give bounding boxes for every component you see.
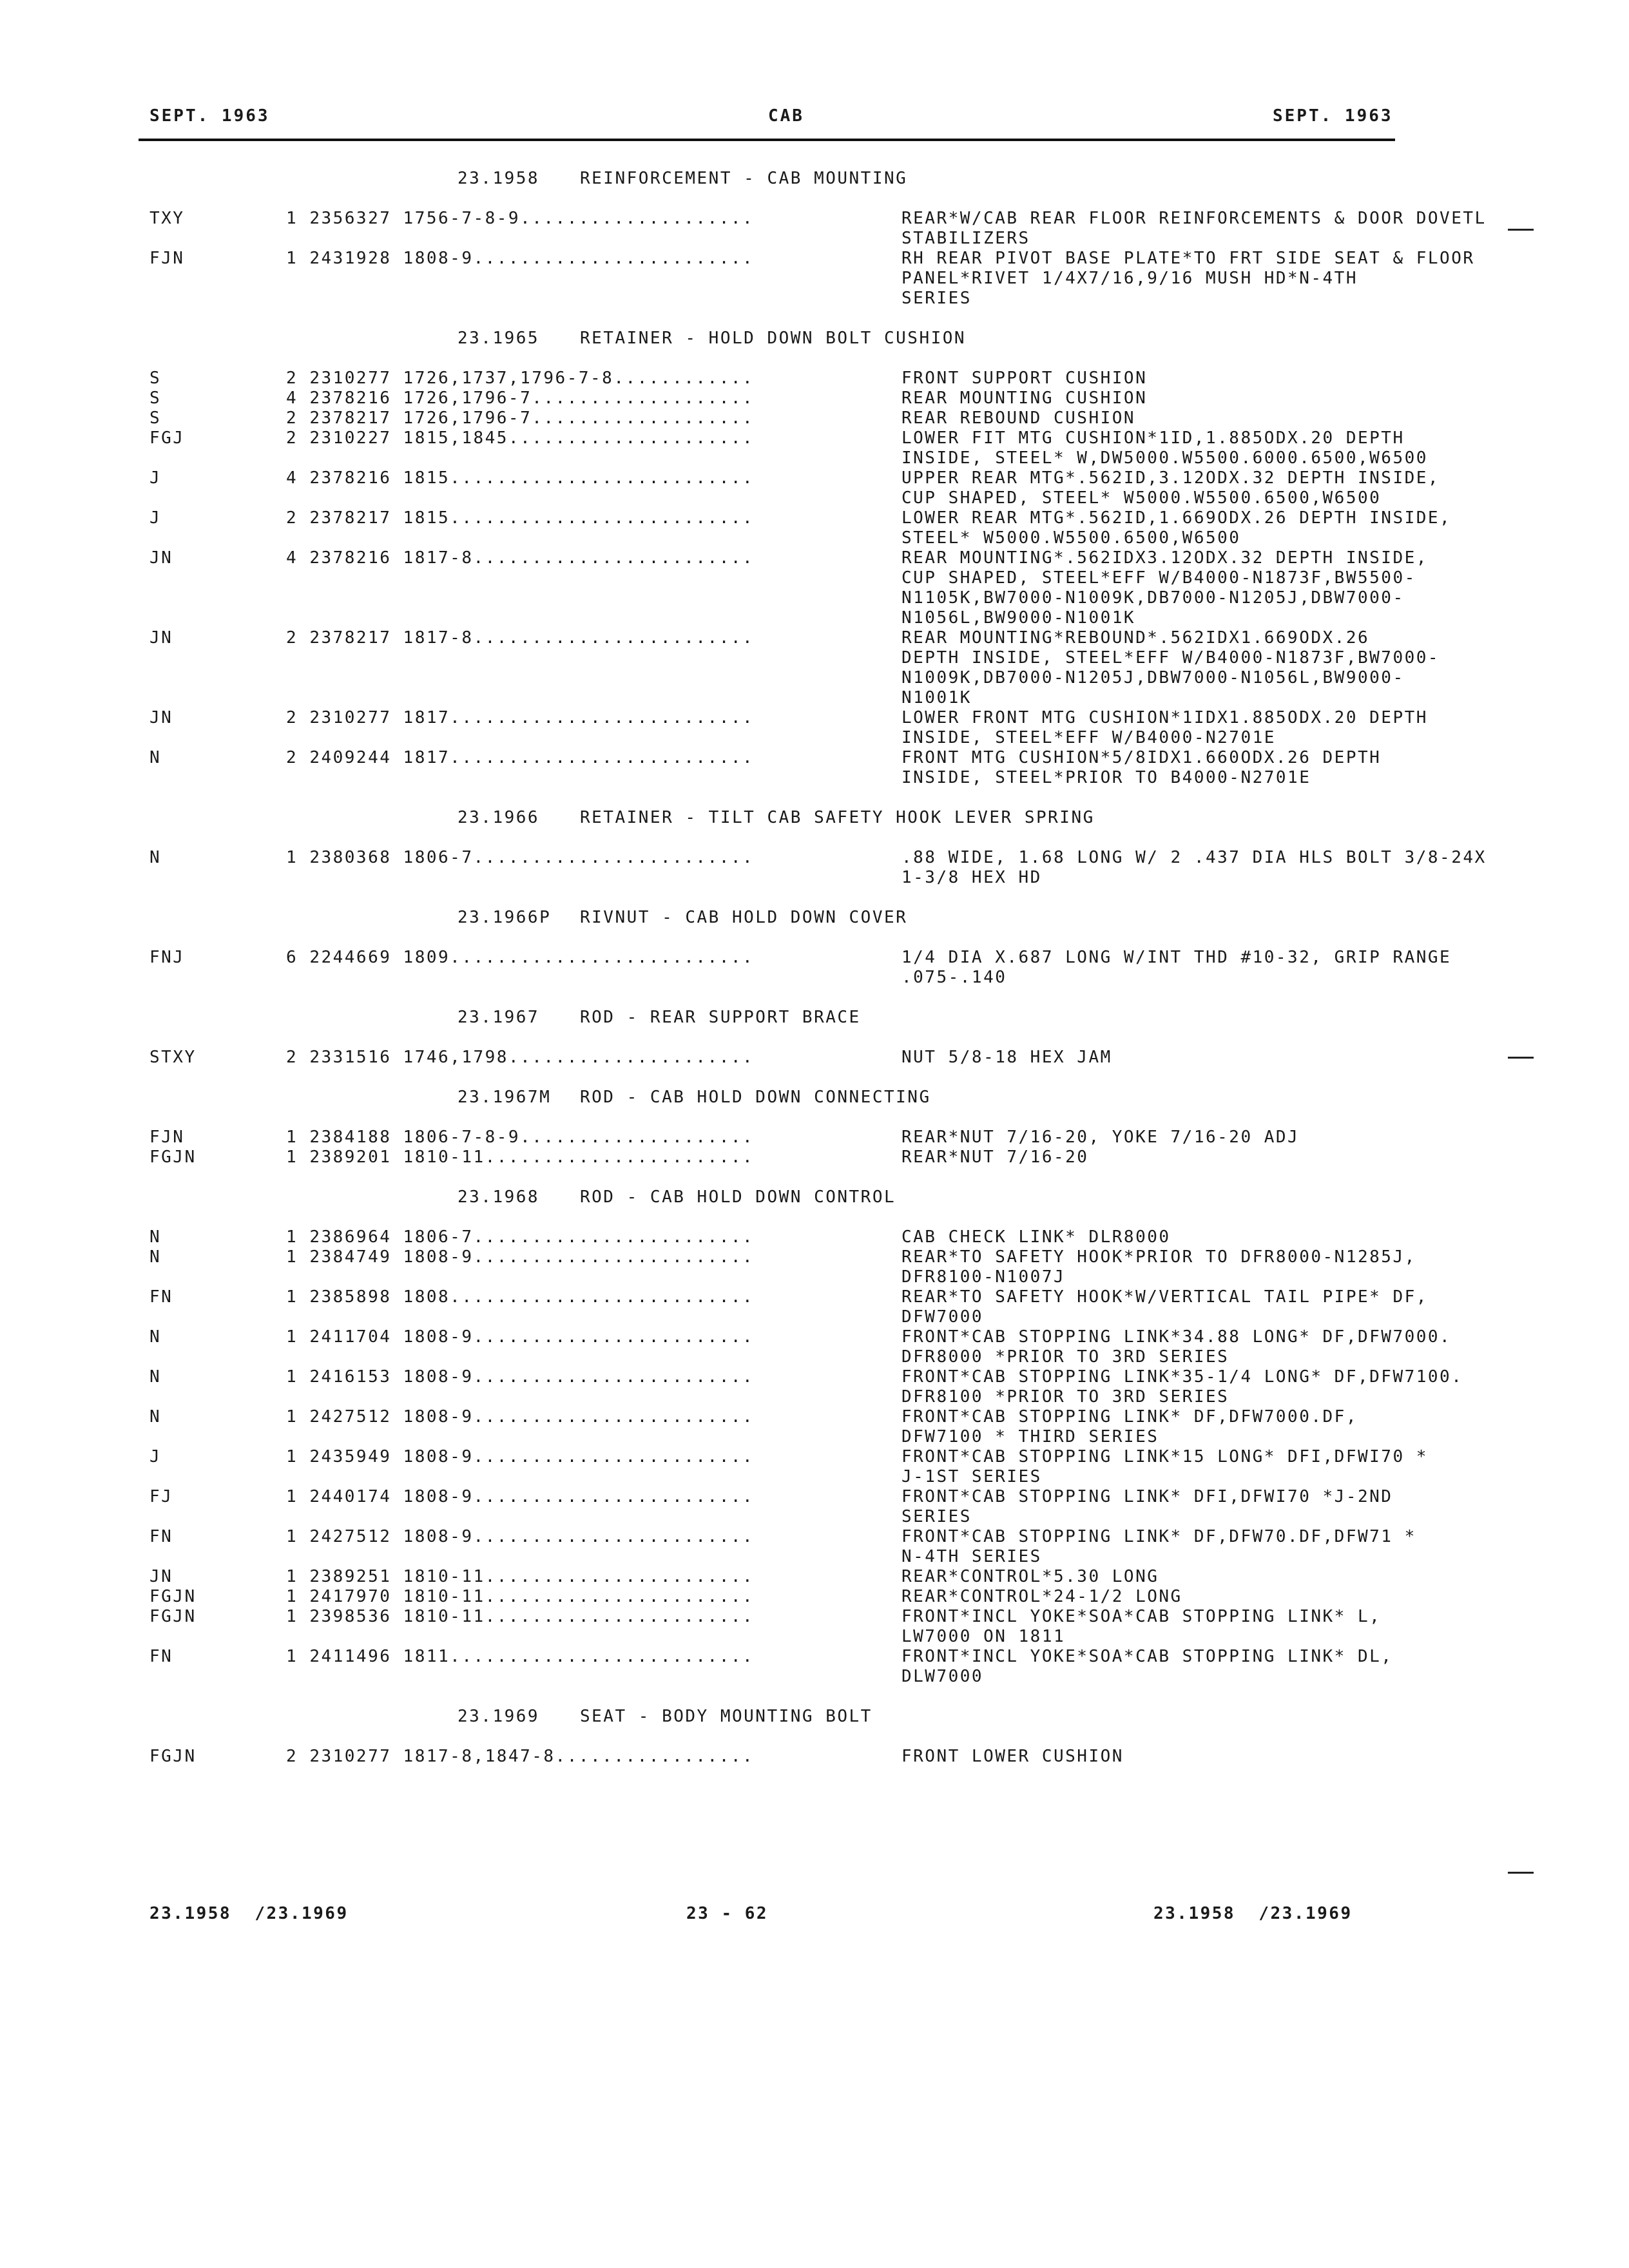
leader-dots: ........................ — [473, 1247, 755, 1267]
quantity: 1 — [286, 1148, 298, 1167]
part-entry — [149, 389, 1412, 408]
leader-dots: ........................ — [473, 1227, 755, 1247]
leader-dots: ........................ — [473, 1447, 755, 1466]
part-number: 2409244 — [309, 748, 392, 767]
part-entry — [149, 1367, 1463, 1407]
part-description: NUT 5/8-18 HEX JAM — [901, 1048, 1112, 1067]
part-reference — [286, 1647, 901, 1687]
part-number: 2378216 — [309, 389, 392, 408]
part-number: 2378217 — [309, 508, 392, 528]
model-code: S — [149, 369, 162, 388]
leader-dots: ........................ — [473, 628, 755, 648]
section-number: 23.1967M — [458, 1088, 552, 1107]
part-description: FRONT*CAB STOPPING LINK* DF,DFW7000.DF, DFW7100 * THIRD SERIES — [901, 1407, 1358, 1446]
leader-dots: ............ — [613, 369, 755, 388]
quantity: 1 — [286, 1587, 298, 1606]
model-code: S — [149, 389, 162, 408]
part-entry — [149, 708, 1428, 748]
part-reference — [286, 428, 901, 468]
quantity: 4 — [286, 468, 298, 488]
part-number: 2427512 — [309, 1527, 392, 1546]
model-years: 1726,1737,1796-7-8 — [403, 369, 614, 388]
model-code: J — [149, 468, 162, 488]
model-code: FGJN — [149, 1607, 197, 1626]
part-description: LOWER REAR MTG*.562ID,1.669ODX.26 DEPTH INSIDE, STEEL* W5000.W5500.6500,W6500 — [901, 508, 1452, 548]
parts-list — [149, 169, 1487, 1787]
section-number: 23.1965 — [458, 329, 540, 348]
part-reference — [286, 948, 901, 988]
model-years: 1726,1796-7 — [403, 408, 532, 428]
model-code: FGJN — [149, 1747, 197, 1766]
section-title: SEAT - BODY MOUNTING BOLT — [580, 1707, 872, 1726]
part-number: 2435949 — [309, 1447, 392, 1466]
section-title: RETAINER - TILT CAB SAFETY HOOK LEVER SPRING — [580, 808, 1095, 827]
part-number: 2356327 — [309, 209, 392, 228]
section-title: RETAINER - HOLD DOWN BOLT CUSHION — [580, 329, 967, 348]
part-reference — [286, 1227, 901, 1247]
part-entry — [149, 748, 1412, 788]
part-reference — [286, 1527, 901, 1567]
part-entry — [149, 1128, 1412, 1148]
leader-dots: .......................... — [450, 508, 755, 528]
model-years: 1808-9 — [403, 1487, 474, 1506]
section-header — [149, 908, 1412, 928]
model-years: 1810-11 — [403, 1148, 485, 1167]
header-date-right: SEPT. 1963 — [1273, 106, 1393, 126]
part-description: FRONT*INCL YOKE*SOA*CAB STOPPING LINK* DL, DLW7000 — [901, 1647, 1393, 1686]
model-code: JN — [149, 1567, 173, 1586]
part-description: REAR REBOUND CUSHION — [901, 408, 1136, 428]
part-description: FRONT LOWER CUSHION — [901, 1747, 1124, 1766]
section-header — [149, 1008, 1412, 1028]
section-header — [149, 1707, 1412, 1727]
model-years: 1808-9 — [403, 249, 474, 268]
quantity: 1 — [286, 1247, 298, 1267]
part-entry — [149, 1607, 1412, 1647]
part-reference — [286, 628, 901, 708]
part-number: 2310277 — [309, 369, 392, 388]
part-description: CAB CHECK LINK* DLR8000 — [901, 1227, 1171, 1247]
footer-range-left: 23.1958 /23.1969 — [149, 1904, 349, 1923]
footer-range-right: 23.1958 /23.1969 — [1153, 1904, 1353, 1923]
part-reference — [286, 848, 901, 888]
model-code: FGJ — [149, 428, 185, 448]
part-reference — [286, 1148, 901, 1168]
part-description: 1/4 DIA X.687 LONG W/INT THD #10-32, GRIP RANGE .075-.140 — [901, 948, 1452, 987]
leader-dots: .................... — [520, 1128, 755, 1147]
section-number: 23.1966 — [458, 808, 540, 827]
model-code: FJN — [149, 249, 185, 268]
part-reference — [286, 249, 901, 309]
part-description: LOWER FIT MTG CUSHION*1ID,1.885ODX.20 DEPTH INSIDE, STEEL* W,DW5000.W5500.6000.6500,W6500 — [901, 428, 1428, 468]
part-number: 2310227 — [309, 428, 392, 448]
model-code: N — [149, 1247, 162, 1267]
quantity: 2 — [286, 1048, 298, 1067]
section-title: ROD - CAB HOLD DOWN CONTROL — [580, 1187, 896, 1207]
part-reference — [286, 468, 901, 508]
part-entry — [149, 1747, 1412, 1767]
margin-tick-mark — [1508, 229, 1534, 231]
model-years: 1806-7-8-9 — [403, 1128, 521, 1147]
part-entry — [149, 249, 1475, 309]
part-number: 2384749 — [309, 1247, 392, 1267]
header-title: CAB — [768, 106, 804, 126]
part-number: 2411496 — [309, 1647, 392, 1666]
part-number: 2378217 — [309, 408, 392, 428]
leader-dots: ....................... — [485, 1567, 755, 1586]
part-reference — [286, 1367, 901, 1407]
part-description: FRONT SUPPORT CUSHION — [901, 369, 1148, 388]
model-code: JN — [149, 708, 173, 727]
header-rule — [139, 139, 1395, 141]
section-23-1965 — [149, 329, 1452, 788]
leader-dots: ....................... — [485, 1148, 755, 1167]
part-number: 2440174 — [309, 1487, 392, 1506]
model-code: J — [149, 1447, 162, 1466]
section-header — [149, 169, 1412, 189]
model-years: 1817-8 — [403, 628, 474, 648]
part-description: REAR*NUT 7/16-20 — [901, 1148, 1089, 1167]
quantity: 1 — [286, 1287, 298, 1307]
quantity: 2 — [286, 1747, 298, 1766]
leader-dots: ..................... — [508, 428, 755, 448]
section-number: 23.1967 — [458, 1008, 540, 1027]
part-number: 2378217 — [309, 628, 392, 648]
model-code: FJ — [149, 1487, 173, 1506]
model-years: 1817-8 — [403, 548, 474, 568]
section-number: 23.1969 — [458, 1707, 540, 1726]
part-number: 2386964 — [309, 1227, 392, 1247]
quantity: 1 — [286, 1567, 298, 1586]
section-header — [149, 329, 1412, 349]
part-reference — [286, 1487, 901, 1527]
leader-dots: ........................ — [473, 1527, 755, 1546]
leader-dots: ................... — [532, 389, 755, 408]
part-number: 2389251 — [309, 1567, 392, 1586]
part-entry — [149, 468, 1440, 508]
model-years: 1815,1845 — [403, 428, 508, 448]
part-number: 2331516 — [309, 1048, 392, 1067]
part-reference — [286, 369, 901, 389]
quantity: 1 — [286, 1407, 298, 1427]
section-23-1967M — [149, 1088, 1412, 1168]
part-reference — [286, 1048, 901, 1068]
quantity: 1 — [286, 1527, 298, 1546]
part-description: REAR*CONTROL*5.30 LONG — [901, 1567, 1159, 1586]
section-number: 23.1966P — [458, 908, 552, 927]
leader-dots: ................... — [532, 408, 755, 428]
part-reference — [286, 748, 901, 788]
part-entry — [149, 1327, 1452, 1367]
model-years: 1808-9 — [403, 1447, 474, 1466]
section-23-1966P — [149, 908, 1452, 988]
part-reference — [286, 708, 901, 748]
leader-dots: ................. — [555, 1747, 755, 1766]
model-years: 1811 — [403, 1647, 450, 1666]
model-code: JN — [149, 548, 173, 568]
margin-tick-mark — [1508, 1057, 1534, 1059]
part-description: LOWER FRONT MTG CUSHION*1IDX1.885ODX.20 DEPTH INSIDE, STEEL*EFF W/B4000-N2701E — [901, 708, 1428, 747]
leader-dots: ........................ — [473, 1407, 755, 1427]
footer-page-number: 23 - 62 — [686, 1904, 769, 1923]
part-description: FRONT*CAB STOPPING LINK*35-1/4 LONG* DF,DFW7100. DFR8100 *PRIOR TO 3RD SERIES — [901, 1367, 1463, 1407]
section-23-1966 — [149, 808, 1487, 888]
model-years: 1726,1796-7 — [403, 389, 532, 408]
part-description: FRONT*CAB STOPPING LINK*34.88 LONG* DF,DFW7000. DFR8000 *PRIOR TO 3RD SERIES — [901, 1327, 1452, 1367]
leader-dots: ........................ — [473, 249, 755, 268]
part-description: REAR*TO SAFETY HOOK*W/VERTICAL TAIL PIPE* DF, DFW7000 — [901, 1287, 1428, 1327]
section-header — [149, 1088, 1412, 1108]
model-years: 1746,1798 — [403, 1048, 508, 1067]
model-years: 1806-7 — [403, 848, 474, 867]
leader-dots: ........................ — [473, 1327, 755, 1347]
part-description: FRONT*CAB STOPPING LINK*15 LONG* DFI,DFWI70 * J-1ST SERIES — [901, 1447, 1428, 1486]
part-description: FRONT*INCL YOKE*SOA*CAB STOPPING LINK* L, LW7000 ON 1811 — [901, 1607, 1382, 1646]
part-reference — [286, 508, 901, 548]
part-entry — [149, 1647, 1412, 1687]
part-number: 2244669 — [309, 948, 392, 967]
part-reference — [286, 209, 901, 249]
part-reference — [286, 1128, 901, 1148]
model-code: N — [149, 1227, 162, 1247]
header-date-left: SEPT. 1963 — [149, 106, 270, 126]
part-description: REAR*W/CAB REAR FLOOR REINFORCEMENTS & DOOR DOVETL STABILIZERS — [901, 209, 1487, 248]
model-years: 1815 — [403, 508, 450, 528]
part-description: REAR MOUNTING CUSHION — [901, 389, 1148, 408]
part-reference — [286, 408, 901, 428]
model-code: J — [149, 508, 162, 528]
leader-dots: ........................ — [473, 1487, 755, 1506]
model-code: FN — [149, 1647, 173, 1666]
leader-dots: .......................... — [450, 1287, 755, 1307]
model-years: 1817 — [403, 748, 450, 767]
part-description: FRONT*CAB STOPPING LINK* DF,DFW70.DF,DFW71 * N-4TH SERIES — [901, 1527, 1416, 1566]
model-years: 1810-11 — [403, 1587, 485, 1606]
quantity: 1 — [286, 1327, 298, 1347]
part-entry — [149, 948, 1452, 988]
part-number: 2384188 — [309, 1128, 392, 1147]
part-entry — [149, 848, 1487, 888]
quantity: 1 — [286, 1487, 298, 1506]
part-reference — [286, 389, 901, 408]
part-entry — [149, 1048, 1412, 1068]
model-years: 1806-7 — [403, 1227, 474, 1247]
model-code: JN — [149, 628, 173, 648]
part-entry — [149, 408, 1412, 428]
model-code: N — [149, 748, 162, 767]
section-23-1967 — [149, 1008, 1412, 1068]
leader-dots: .......................... — [450, 708, 755, 727]
part-description: RH REAR PIVOT BASE PLATE*TO FRT SIDE SEAT & FLOOR PANEL*RIVET 1/4X7/16,9/16 MUSH HD*N-4TH SERIES — [901, 249, 1475, 308]
leader-dots: ..................... — [508, 1048, 755, 1067]
quantity: 1 — [286, 1128, 298, 1147]
leader-dots: .......................... — [450, 468, 755, 488]
quantity: 6 — [286, 948, 298, 967]
part-description: REAR*TO SAFETY HOOK*PRIOR TO DFR8000-N1285J, DFR8100-N1007J — [901, 1247, 1416, 1287]
model-code: FGJN — [149, 1148, 197, 1167]
quantity: 1 — [286, 1647, 298, 1666]
quantity: 1 — [286, 848, 298, 867]
part-reference — [286, 1287, 901, 1327]
margin-tick-mark — [1508, 1872, 1534, 1874]
part-description: FRONT*CAB STOPPING LINK* DFI,DFWI70 *J-2ND SERIES — [901, 1487, 1393, 1526]
model-years: 1808-9 — [403, 1327, 474, 1347]
model-years: 1808-9 — [403, 1367, 474, 1387]
part-reference — [286, 1587, 901, 1607]
leader-dots: ........................ — [473, 1367, 755, 1387]
part-description: .88 WIDE, 1.68 LONG W/ 2 .437 DIA HLS BOLT 3/8-24X 1-3/8 HEX HD — [901, 848, 1487, 887]
part-number: 2416153 — [309, 1367, 392, 1387]
quantity: 2 — [286, 369, 298, 388]
model-code: FJN — [149, 1128, 185, 1147]
part-number: 2431928 — [309, 249, 392, 268]
part-number: 2389201 — [309, 1148, 392, 1167]
model-years: 1808-9 — [403, 1247, 474, 1267]
quantity: 1 — [286, 249, 298, 268]
part-reference — [286, 1247, 901, 1287]
quantity: 2 — [286, 748, 298, 767]
part-reference — [286, 1407, 901, 1447]
quantity: 1 — [286, 1447, 298, 1466]
part-reference — [286, 1567, 901, 1587]
part-description: REAR MOUNTING*.562IDX3.12ODX.32 DEPTH INSIDE, CUP SHAPED, STEEL*EFF W/B4000-N1873F,BW5500- N1105K,BW7000-N1009K,DB7000-N1205J,DBW7000- N1056L,BW9000-N1001K — [901, 548, 1428, 628]
part-number: 2378216 — [309, 468, 392, 488]
model-code: N — [149, 1327, 162, 1347]
leader-dots: ........................ — [473, 848, 755, 867]
leader-dots: ....................... — [485, 1587, 755, 1606]
part-number: 2385898 — [309, 1287, 392, 1307]
leader-dots: .......................... — [450, 948, 755, 967]
part-entry — [149, 1567, 1412, 1587]
model-code: N — [149, 848, 162, 867]
part-number: 2411704 — [309, 1327, 392, 1347]
section-title: ROD - CAB HOLD DOWN CONNECTING — [580, 1088, 931, 1107]
leader-dots: .......................... — [450, 1647, 755, 1666]
part-number: 2417970 — [309, 1587, 392, 1606]
part-description: FRONT MTG CUSHION*5/8IDX1.660ODX.26 DEPTH INSIDE, STEEL*PRIOR TO B4000-N2701E — [901, 748, 1382, 787]
part-description: UPPER REAR MTG*.562ID,3.12ODX.32 DEPTH INSIDE, CUP SHAPED, STEEL* W5000.W5500.6500,W6500 — [901, 468, 1440, 508]
quantity: 1 — [286, 1367, 298, 1387]
part-reference — [286, 1747, 901, 1767]
model-code: TXY — [149, 209, 185, 228]
part-reference — [286, 1327, 901, 1367]
model-code: FN — [149, 1527, 173, 1546]
part-number: 2310277 — [309, 1747, 392, 1766]
model-years: 1808-9 — [403, 1527, 474, 1546]
section-title: REINFORCEMENT - CAB MOUNTING — [580, 169, 908, 188]
model-years: 1810-11 — [403, 1567, 485, 1586]
quantity: 2 — [286, 628, 298, 648]
section-23-1958 — [149, 169, 1487, 309]
part-entry — [149, 1247, 1416, 1287]
part-entry — [149, 1148, 1412, 1168]
part-description: REAR*CONTROL*24-1/2 LONG — [901, 1587, 1182, 1606]
part-entry — [149, 1447, 1428, 1487]
part-entry — [149, 1487, 1412, 1527]
part-reference — [286, 548, 901, 628]
part-entry — [149, 1227, 1412, 1247]
part-entry — [149, 209, 1487, 249]
leader-dots: ....................... — [485, 1607, 755, 1626]
quantity: 4 — [286, 389, 298, 408]
model-years: 1810-11 — [403, 1607, 485, 1626]
section-header — [149, 808, 1412, 828]
part-entry — [149, 1287, 1428, 1327]
model-code: N — [149, 1367, 162, 1387]
quantity: 2 — [286, 408, 298, 428]
part-description: REAR MOUNTING*REBOUND*.562IDX1.669ODX.26 DEPTH INSIDE, STEEL*EFF W/B4000-N1873F,BW7000- N1009K,DB7000-N1205J,DBW7000-N1056L,BW9000- N1001K — [901, 628, 1440, 707]
section-title: ROD - REAR SUPPORT BRACE — [580, 1008, 861, 1027]
section-23-1969 — [149, 1707, 1412, 1767]
model-code: N — [149, 1407, 162, 1427]
model-years: 1756-7-8-9 — [403, 209, 521, 228]
part-reference — [286, 1447, 901, 1487]
quantity: 1 — [286, 1227, 298, 1247]
model-years: 1817 — [403, 708, 450, 727]
model-years: 1808-9 — [403, 1407, 474, 1427]
quantity: 2 — [286, 708, 298, 727]
part-number: 2310277 — [309, 708, 392, 727]
quantity: 2 — [286, 428, 298, 448]
part-entry — [149, 369, 1412, 389]
part-number: 2380368 — [309, 848, 392, 867]
part-entry — [149, 628, 1440, 708]
part-entry — [149, 548, 1428, 628]
leader-dots: ........................ — [473, 548, 755, 568]
part-entry — [149, 428, 1428, 468]
part-entry — [149, 1587, 1412, 1607]
part-entry — [149, 508, 1452, 548]
part-reference — [286, 1607, 901, 1647]
model-years: 1817-8,1847-8 — [403, 1747, 555, 1766]
leader-dots: .......................... — [450, 748, 755, 767]
part-number: 2427512 — [309, 1407, 392, 1427]
section-number: 23.1968 — [458, 1187, 540, 1207]
model-code: FGJN — [149, 1587, 197, 1606]
section-header — [149, 1187, 1412, 1207]
model-code: STXY — [149, 1048, 197, 1067]
model-years: 1809 — [403, 948, 450, 967]
part-number: 2378216 — [309, 548, 392, 568]
section-number: 23.1958 — [458, 169, 540, 188]
section-23-1968 — [149, 1187, 1463, 1687]
part-description: REAR*NUT 7/16-20, YOKE 7/16-20 ADJ — [901, 1128, 1300, 1147]
part-entry — [149, 1527, 1416, 1567]
part-entry — [149, 1407, 1412, 1447]
model-years: 1815 — [403, 468, 450, 488]
quantity: 4 — [286, 548, 298, 568]
leader-dots: .................... — [520, 209, 755, 228]
part-number: 2398536 — [309, 1607, 392, 1626]
quantity: 2 — [286, 508, 298, 528]
model-code: FN — [149, 1287, 173, 1307]
model-years: 1808 — [403, 1287, 450, 1307]
quantity: 1 — [286, 209, 298, 228]
model-code: S — [149, 408, 162, 428]
quantity: 1 — [286, 1607, 298, 1626]
section-title: RIVNUT - CAB HOLD DOWN COVER — [580, 908, 908, 927]
model-code: FNJ — [149, 948, 185, 967]
